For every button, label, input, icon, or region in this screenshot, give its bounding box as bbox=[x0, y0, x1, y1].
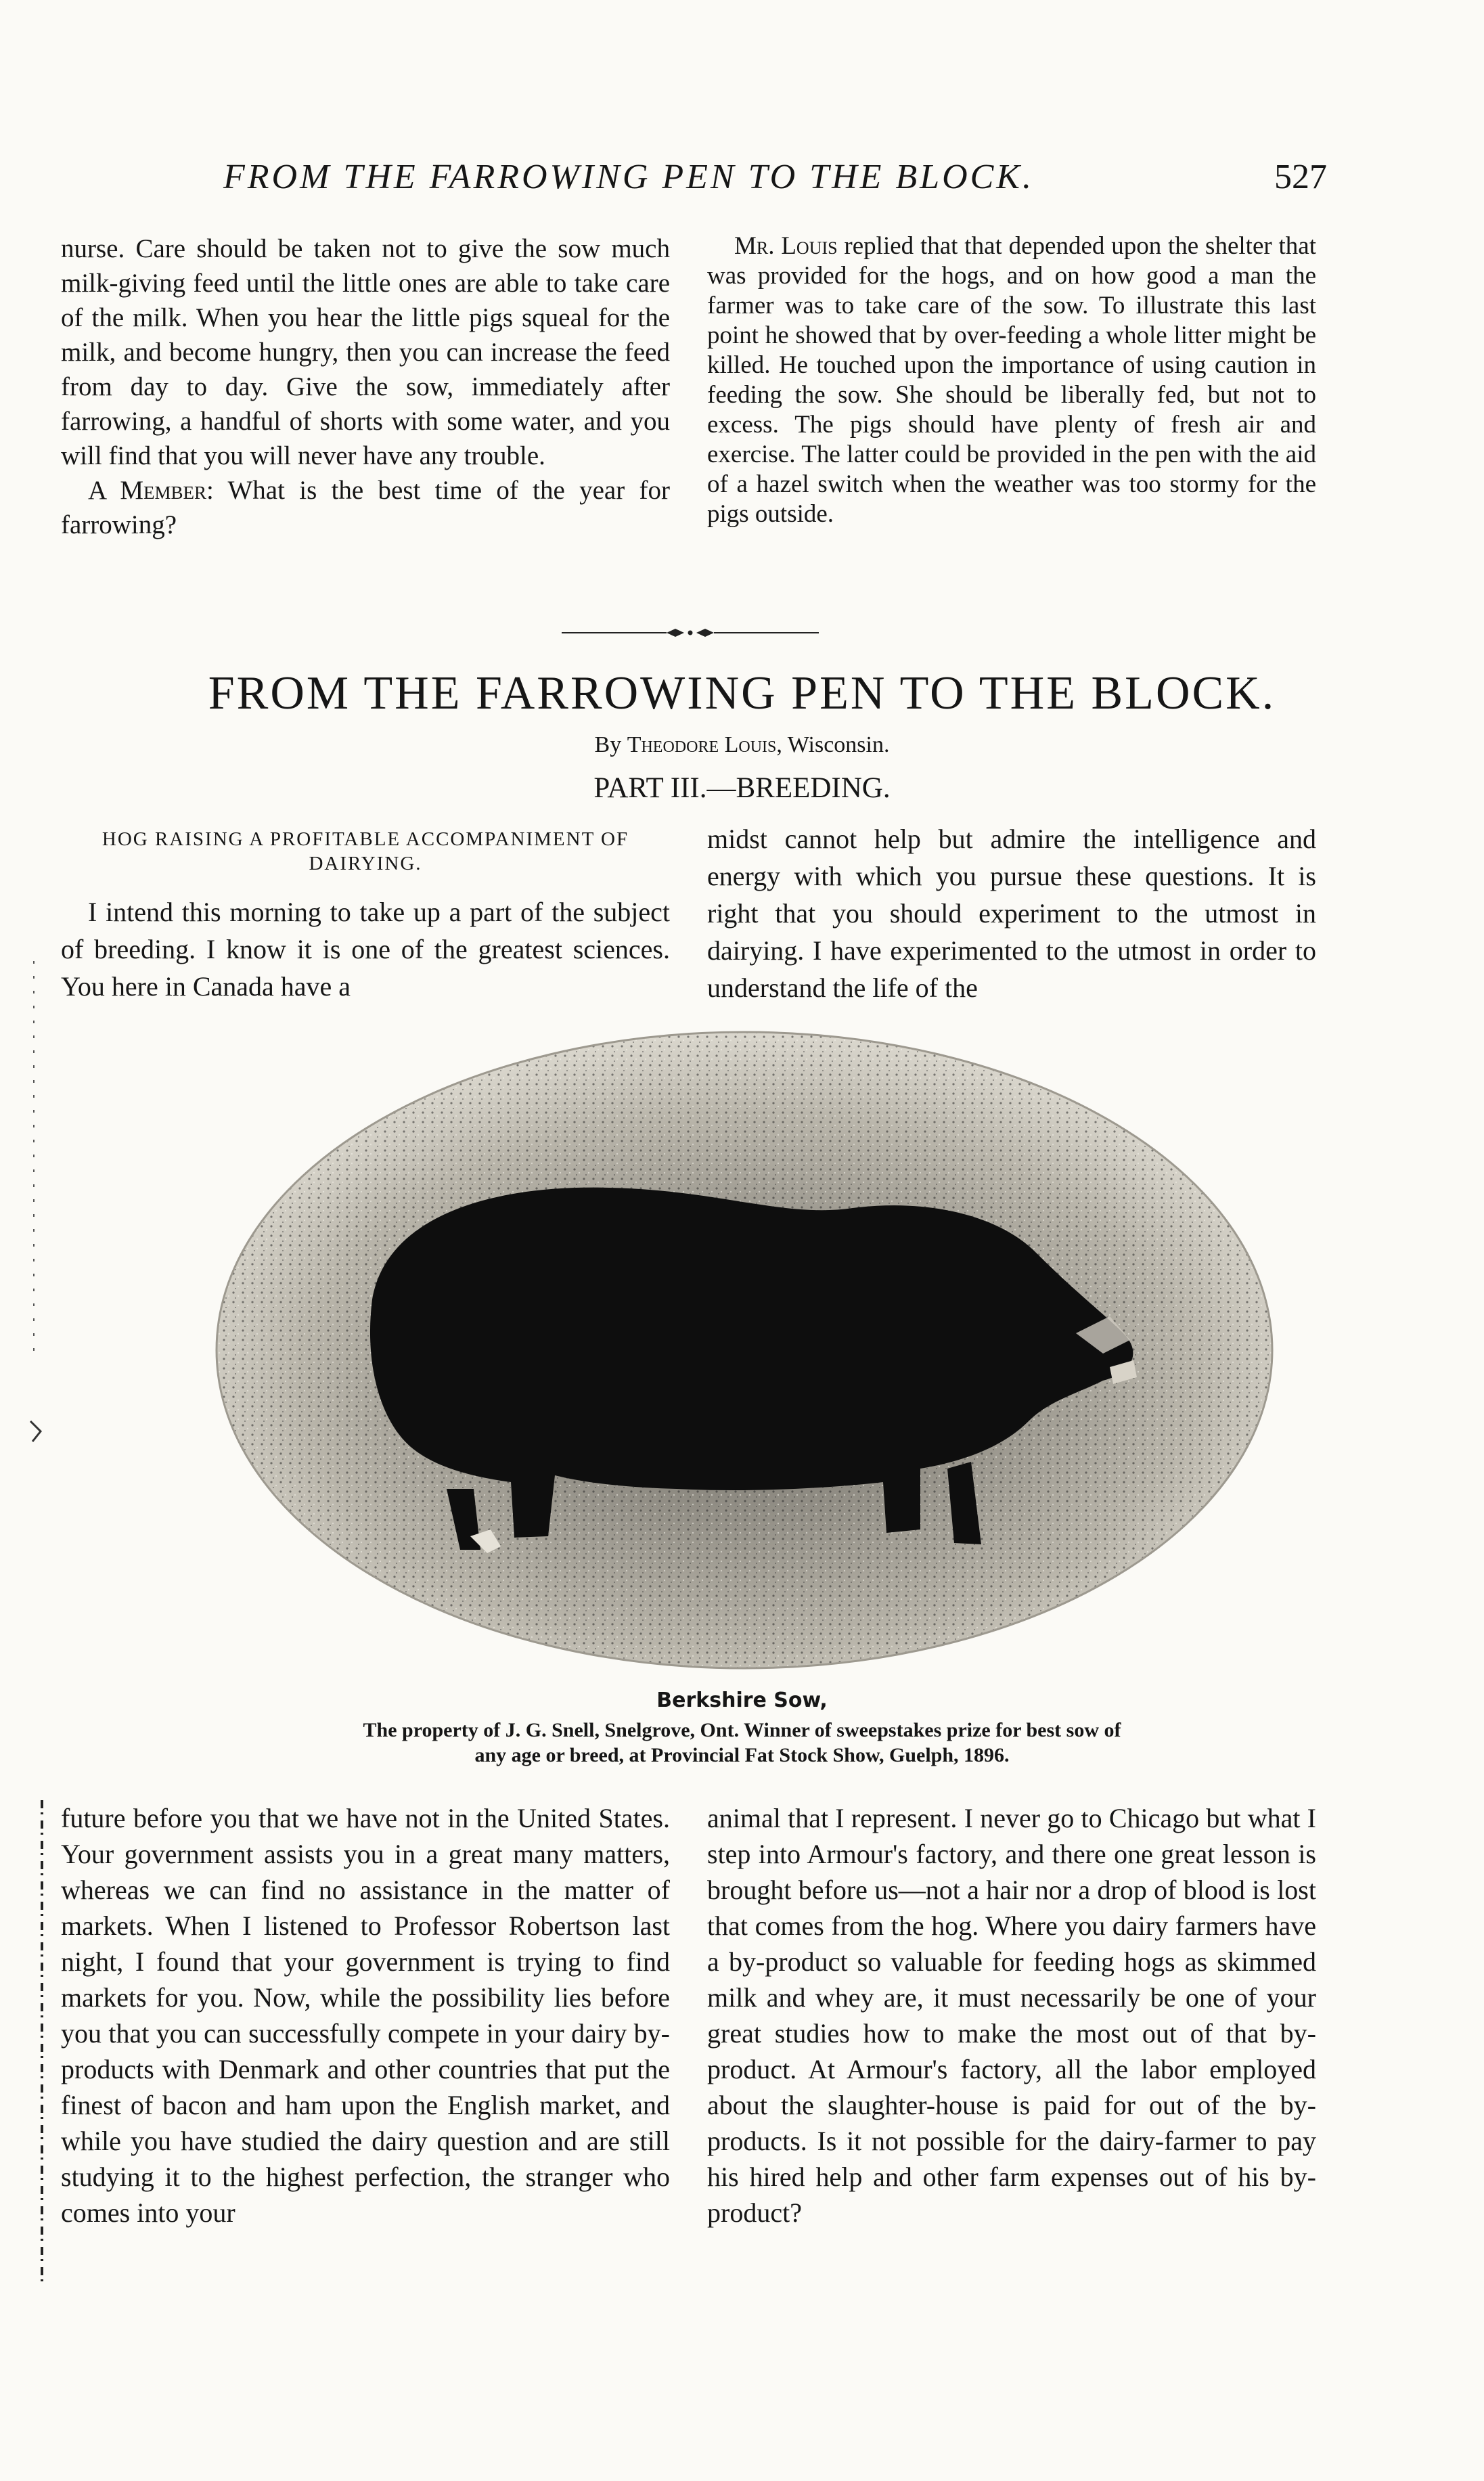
paragraph: nurse. Care should be taken not to give the sow much milk-giving feed until the little ones are able to take care of the milk. When you hear the little pigs squeal for the milk, and become hungry, then you can increase the feed from day to day. Give the sow, immediately after farrowing, a handful of shorts with some water, and you will find that you will never have any trouble. bbox=[61, 234, 670, 470]
paragraph: animal that I represent. I never go to Chicago but what I step into Armour's factory, and there one great lesson is brought before us—not a hair nor a drop of blood is lost that comes from the hog. Where you dairy farmers have a by-product so valuable for feeding hogs as skimmed milk and whey are, it must necessarily be one of your great studies how to make the most out of that by-product. At Armour's factory, all the labor employed about the slaughter-house is paid for out of the by-products. Is it not possible for the dairy-farmer to pay his hired help and other farm expenses out of his by-product? bbox=[707, 1803, 1316, 2228]
ornamental-divider bbox=[562, 626, 819, 640]
page-number: 527 bbox=[1274, 158, 1327, 196]
article-title: FROM THE FARROWING PEN TO THE BLOCK. bbox=[208, 667, 1276, 719]
column-top-right bbox=[707, 231, 1316, 529]
column-bottom-left bbox=[61, 1800, 670, 2231]
byline bbox=[0, 732, 1484, 758]
figure-caption-line: any age or breed, at Provincial Fat Stock Show, Guelph, 1896. bbox=[474, 1744, 1010, 1766]
speaker-name: A Member: bbox=[88, 476, 214, 505]
margin-scan-marks bbox=[14, 880, 54, 2301]
running-head: FROM THE FARROWING PEN TO THE BLOCK. bbox=[223, 158, 1034, 196]
column-bottom-right bbox=[707, 1800, 1316, 2231]
paragraph-reply bbox=[707, 231, 1316, 529]
section-heading: PART III.—BREEDING. bbox=[593, 772, 891, 804]
figure-caption-line: The property of J. G. Snell, Snelgrove, Ont. Winner of sweepstakes prize for best sow of bbox=[363, 1719, 1121, 1741]
column-top-left bbox=[61, 231, 670, 542]
paragraph: midst cannot help but admire the intelligence and energy with which you pursue these questions. It is right that you should experiment to the utmost in dairying. I have experimented to the utmost in order to understand the life of the bbox=[707, 824, 1316, 1003]
author-name: Theodore Louis bbox=[627, 732, 777, 757]
question-text: What is the best time of the year for farrowing? bbox=[61, 476, 670, 539]
subheading: HOG RAISING A PROFITABLE ACCOMPANIMENT OF DAIRYING. bbox=[102, 828, 629, 874]
reply-text: replied that that depended upon the shelter that was provided for the hogs, and on how good a man the farmer was to take care of the sow. To illustrate this last point he showed that by over-feeding a whole litter might be killed. He touched upon the importance of using caution in feeding the sow. She should be liberally fed, but not to excess. The pigs should have plenty of fresh air and exercise. The latter could be provided in the pen with the aid of a hazel switch when the weather was too stormy for the pigs outside. bbox=[707, 232, 1316, 528]
paragraph: I intend this morning to take up a part of the subject of breeding. I know it is one of the greatest sciences. You here in Canada have a bbox=[61, 897, 670, 1002]
byline-prefix: By bbox=[594, 732, 627, 757]
paragraph: future before you that we have not in the United States. Your government assists you in a great many matters, whereas we can find no assistance in the matter of markets. When I listened to Professor Robertson last night, I found that your government is trying to find markets for you. Now, while the possibility lies before you that you can successfully compete in your dairy by-products with Denmark and other countries that put the finest of bacon and ham upon the English market, and while you have studied the dairy question and are still studying it to the highest perfection, the stranger who comes into your bbox=[61, 1803, 670, 2228]
speaker-name: Mr. Louis bbox=[734, 232, 838, 260]
paragraph-question bbox=[61, 473, 670, 542]
berkshire-sow-photograph bbox=[203, 1015, 1286, 1685]
column-mid-left bbox=[61, 893, 670, 1005]
figure-caption-title: Berkshire Sow, bbox=[656, 1689, 828, 1712]
column-mid-right bbox=[707, 820, 1316, 1006]
byline-suffix: , Wisconsin. bbox=[776, 732, 890, 757]
